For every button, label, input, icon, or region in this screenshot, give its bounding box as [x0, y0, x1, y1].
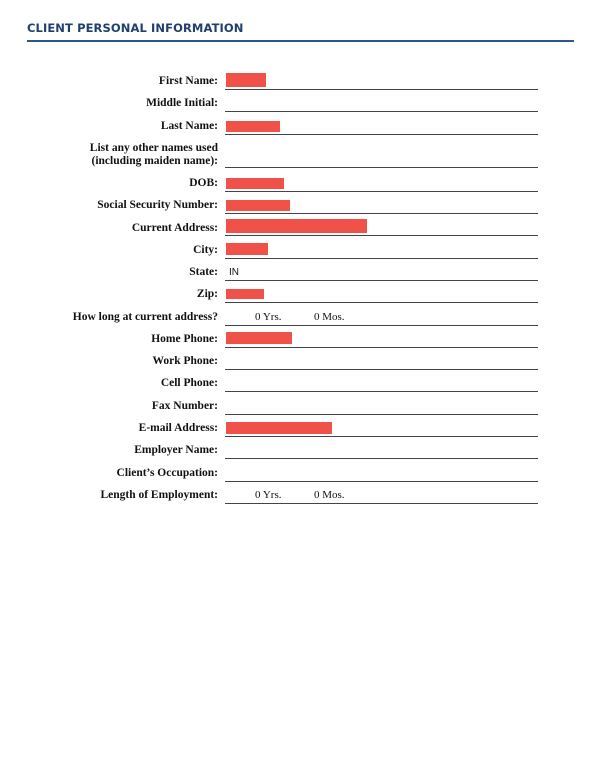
years-value: 0 Yrs. [255, 489, 282, 501]
current-address-field[interactable] [225, 219, 538, 236]
city-field[interactable] [225, 242, 538, 259]
zip-field[interactable] [225, 286, 538, 303]
occupation-label: Client’s Occupation: [116, 467, 218, 479]
redacted-value [226, 243, 268, 255]
time-at-address-field[interactable] [225, 309, 538, 326]
other-names-label-line1: List any other names used [89, 142, 218, 154]
redacted-value [226, 121, 280, 132]
current-address-label: Current Address: [131, 222, 218, 234]
other-names-label-line2: (including maiden name): [91, 155, 218, 167]
work-phone-field[interactable] [225, 353, 538, 370]
city-label: City: [193, 244, 218, 256]
other-names-field[interactable] [225, 151, 538, 168]
dob-label: DOB: [189, 177, 218, 189]
last-name-label: Last Name: [160, 120, 218, 132]
ssn-field[interactable] [225, 197, 538, 214]
first-name-field[interactable] [225, 73, 538, 90]
employer-name-label: Employer Name: [134, 444, 218, 456]
redacted-value [226, 219, 367, 233]
section-title: CLIENT PERSONAL INFORMATION [27, 21, 244, 35]
time-at-address-label: How long at current address? [72, 311, 218, 323]
middle-initial-label: Middle Initial: [146, 97, 218, 109]
redacted-value [226, 332, 292, 344]
work-phone-label: Work Phone: [152, 355, 218, 367]
occupation-field[interactable] [225, 465, 538, 482]
zip-label: Zip: [196, 288, 218, 300]
months-value: 0 Mos. [314, 311, 345, 323]
email-label: E-mail Address: [138, 422, 218, 434]
cell-phone-field[interactable] [225, 375, 538, 392]
redacted-value [226, 73, 266, 87]
fax-number-label: Fax Number: [151, 400, 218, 412]
home-phone-field[interactable] [225, 331, 538, 348]
redacted-value [226, 422, 332, 434]
employment-length-label: Length of Employment: [100, 489, 218, 501]
cell-phone-label: Cell Phone: [160, 377, 218, 389]
state-field[interactable] [225, 264, 538, 281]
redacted-value [226, 178, 284, 189]
ssn-label: Social Security Number: [97, 199, 218, 211]
state-label: State: [189, 266, 218, 278]
state-value: IN [229, 267, 239, 278]
employer-name-field[interactable] [225, 442, 538, 459]
redacted-value [226, 289, 264, 299]
fax-number-field[interactable] [225, 398, 538, 415]
redacted-value [226, 200, 290, 211]
last-name-field[interactable] [225, 118, 538, 135]
email-field[interactable] [225, 420, 538, 437]
months-value: 0 Mos. [314, 489, 345, 501]
first-name-label: First Name: [158, 75, 218, 87]
dob-field[interactable] [225, 175, 538, 192]
employment-length-field[interactable] [225, 487, 538, 504]
home-phone-label: Home Phone: [151, 333, 218, 345]
middle-initial-field[interactable] [225, 95, 538, 112]
years-value: 0 Yrs. [255, 311, 282, 323]
header-divider [27, 40, 574, 42]
